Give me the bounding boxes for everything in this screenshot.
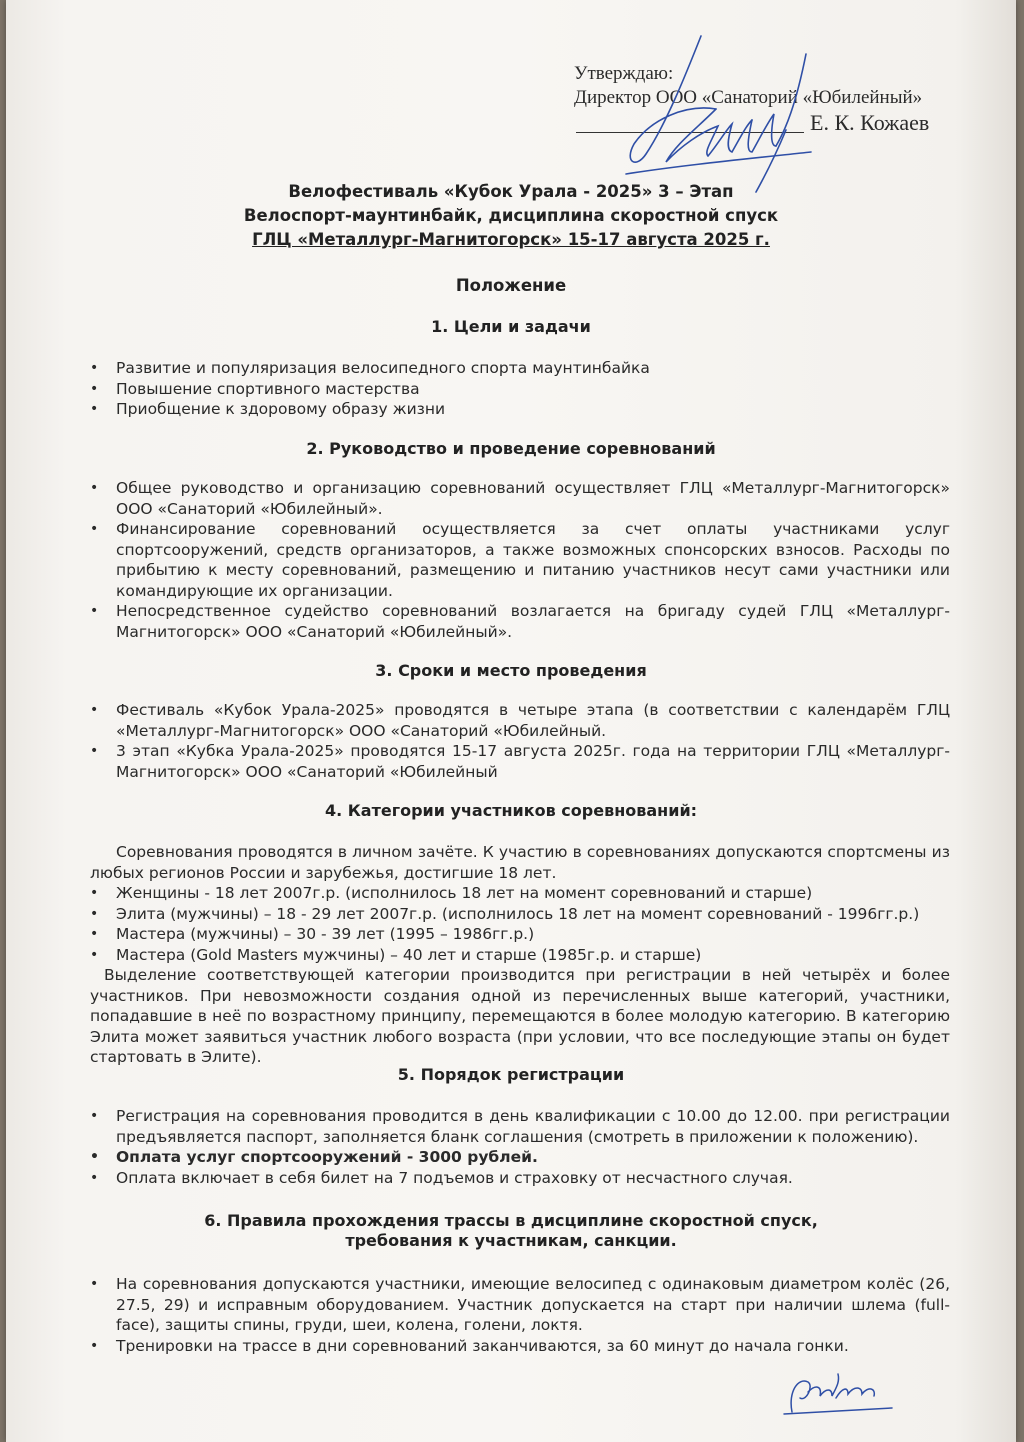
approval-position: Директор ООО «Санаторий «Юбилейный» [574, 87, 923, 108]
section-3-title: 3. Сроки и место проведения [375, 661, 647, 680]
section-6-title-line-1: 6. Правила прохождения трассы в дисциплине скоростной спуск, [204, 1211, 818, 1230]
list-item: • Развитие и популяризация велосипедного спорта маунтинбайка [90, 358, 950, 379]
list-item: • Финансирование соревнований осуществляется за счет оплаты участниками услуг спортсооружений, средств организаторов, а также возможных спонсорских взносов. Расходы по прибытию к месту соревнований, размещению и питанию участников несут сами участники или командирующие их организации. [90, 519, 950, 601]
section-5-title: 5. Порядок регистрации [397, 1065, 625, 1084]
section-4-intro: Соревнования проводятся в личном зачёте. К участию в соревнованиях допускаются спортсмены из любых регионов России и зарубежья, достигшие 18 лет. [90, 843, 950, 882]
section-6-title-line-2: требования к участникам, санкции. [345, 1231, 677, 1250]
list-item: • Повышение спортивного мастерства [90, 379, 950, 400]
document-title: Положение [455, 276, 567, 295]
header-line-2: Велоспорт-маунтинбайк, дисциплина скоростной спуск [243, 206, 779, 225]
section-4-list [90, 883, 950, 965]
header-line-3: ГЛЦ «Металлург-Магнитогорск» 15-17 августа 2025 г. [252, 230, 770, 249]
section-4-outro: Выделение соответствующей категории производится при регистрации в ней четырёх и более участников. При невозможности создания одной из перечисленных выше категорий, участники, попадавшие в неё по возрастному принципу, перемещаются в более молодую категорию. В категорию Элита может заявиться участник любого возраста (при условии, что все последующие этапы он будет стартовать в Элите). [90, 966, 950, 1066]
list-item-fee: • Оплата услуг спортсооружений - 3000 рублей. [90, 1147, 950, 1168]
section-2-list [90, 478, 950, 642]
list-item: • Непосредственное судейство соревнований возлагается на бригаду судей ГЛЦ «Металлург-Магнитогорск» ООО «Санаторий «Юбилейный». [90, 601, 950, 642]
initials-signature [778, 1352, 898, 1422]
director-signature [606, 34, 816, 194]
section-1-title: 1. Цели и задачи [431, 317, 591, 336]
list-item: • Приобщение к здоровому образу жизни [90, 399, 950, 420]
section-6-list [90, 1274, 950, 1356]
list-item: • Регистрация на соревнования проводится в день квалификации с 10.00 до 12.00. при регистрации предъявляется паспорт, заполняется бланк соглашения (смотреть в приложении к положению). [90, 1106, 950, 1147]
section-3-list [90, 700, 950, 782]
section-4-title: 4. Категории участников соревнований: [324, 801, 698, 820]
list-item: • Общее руководство и организацию соревнований осуществляет ГЛЦ «Металлург-Магнитогорск» ООО «Санаторий «Юбилейный». [90, 478, 950, 519]
section-2-title: 2. Руководство и проведение соревнований [306, 439, 716, 458]
list-item: • Мастера (мужчины) – 30 - 39 лет (1995 – 1986гг.р.) [90, 924, 950, 945]
section-5-list [90, 1106, 950, 1188]
list-item: • Элита (мужчины) – 18 - 29 лет 2007г.р. (исполнилось 18 лет на момент соревнований - 1996гг.р.) [90, 904, 950, 925]
approval-label: Утверждаю: [574, 63, 674, 84]
list-item: • На соревнования допускаются участники, имеющие велосипед с одинаковым диаметром колёс (26, 27.5, 29) и исправным оборудованием. Участник допускается на старт при наличии шлема (full-face), защиты спины, груди, шеи, колена, голени, локтя. [90, 1274, 950, 1336]
header-line-1: Велофестиваль «Кубок Урала - 2025» 3 – Этап [288, 182, 734, 201]
list-item: • Женщины - 18 лет 2007г.р. (исполнилось 18 лет на момент соревнований и старше) [90, 883, 950, 904]
list-item: • 3 этап «Кубка Урала-2025» проводятся 15-17 августа 2025г. года на территории ГЛЦ «Металлург-Магнитогорск» ООО «Санаторий «Юбилейный [90, 741, 950, 782]
list-item: • Оплата включает в себя билет на 7 подъемов и страховку от несчастного случая. [90, 1168, 950, 1189]
list-item: • Тренировки на трассе в дни соревнований заканчиваются, за 60 минут до начала гонки. [90, 1336, 950, 1357]
list-item: • Мастера (Gold Masters мужчины) – 40 лет и старше (1985г.р. и старше) [90, 945, 950, 966]
document-page [6, 0, 1016, 1442]
section-1-list [90, 358, 950, 420]
list-item: • Фестиваль «Кубок Урала-2025» проводятся в четыре этапа (в соответствии с календарём ГЛЦ «Металлург-Магнитогорск» ООО «Санаторий «Юбилейный. [90, 700, 950, 741]
approver-name: Е. К. Кожаев [810, 110, 930, 135]
